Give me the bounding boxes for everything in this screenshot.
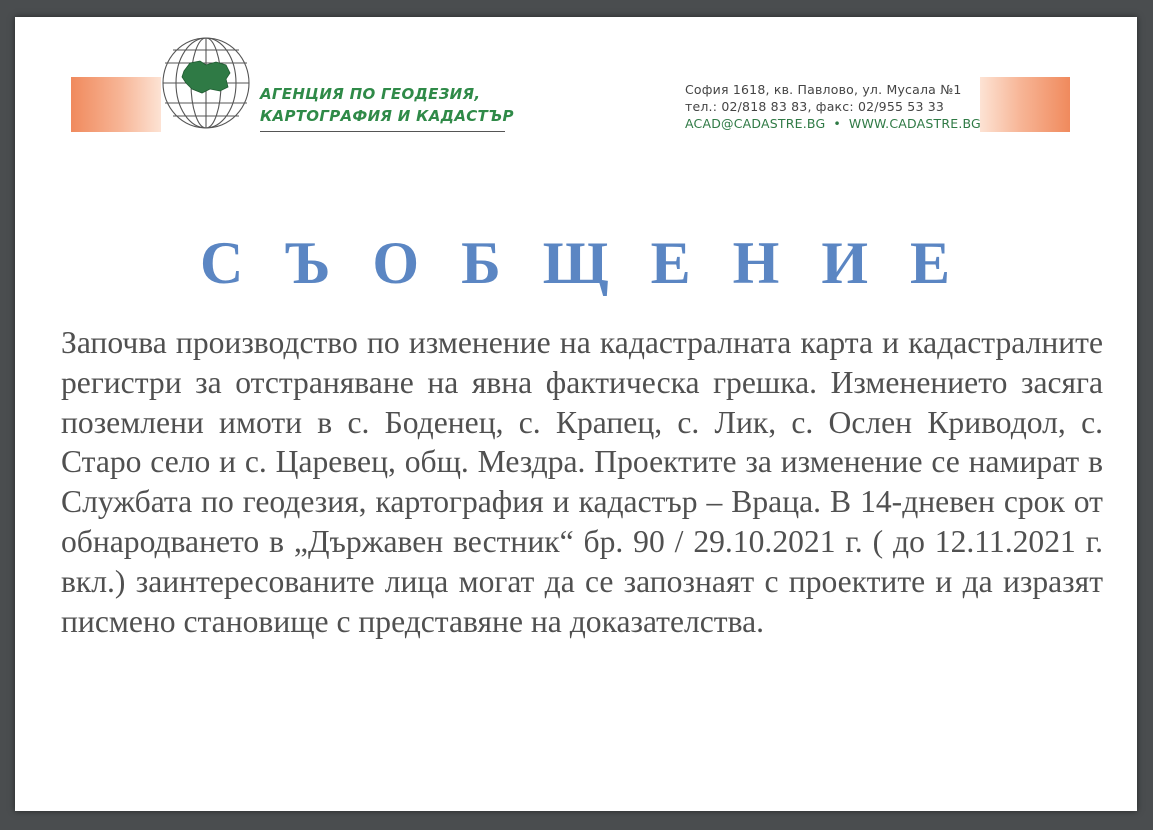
email-website-line <box>685 115 981 132</box>
phone-fax: тел.: 02/818 83 83, факс: 02/955 53 33 <box>685 99 945 114</box>
email: ACAD@CADASTRE.BG <box>685 116 826 131</box>
bullet-separator: • <box>833 116 841 131</box>
notice-title: СЪОБЩЕНИЕ <box>199 230 993 296</box>
letterhead-band-right <box>980 77 1070 132</box>
agency-globe-logo <box>160 35 252 131</box>
contact-block <box>685 81 981 132</box>
agency-name <box>260 83 514 127</box>
website: WWW.CADASTRE.BG <box>848 116 981 131</box>
agency-name-line2: КАРТОГРАФИЯ И КАДАСТЪР <box>260 107 514 125</box>
bulgaria-map-icon <box>182 61 230 93</box>
agency-underline <box>260 131 505 132</box>
notice-body: Започва производство по изменение на кадастралната карта и кадастралните регистри за отстраняване на явна фактическа грешка. Изменението засяга поземлени имоти в с. Боденец, с. Крапец, с. Лик, с. Ослен Криводол, с. Старо село и с. Царевец, общ. Мездра. Проектите за изменение се намират в Службата по геодезия, картография и кадастър – Враца. В 14-дневен срок от обнародването в „Държавен вестник“ бр. 90 / 29.10.2021 г. ( до 12.11.2021 г. вкл.) заинтересованите лица могат да се запознаят с проектите и да изразят писмено становище с представяне на доказателства. <box>61 325 1103 639</box>
letterhead <box>15 17 1137 157</box>
letterhead-band-left <box>71 77 161 132</box>
agency-name-line1: АГЕНЦИЯ ПО ГЕОДЕЗИЯ, <box>260 85 481 103</box>
address: София 1618, кв. Павлово, ул. Мусала №1 <box>685 82 962 97</box>
document-page <box>15 17 1137 811</box>
